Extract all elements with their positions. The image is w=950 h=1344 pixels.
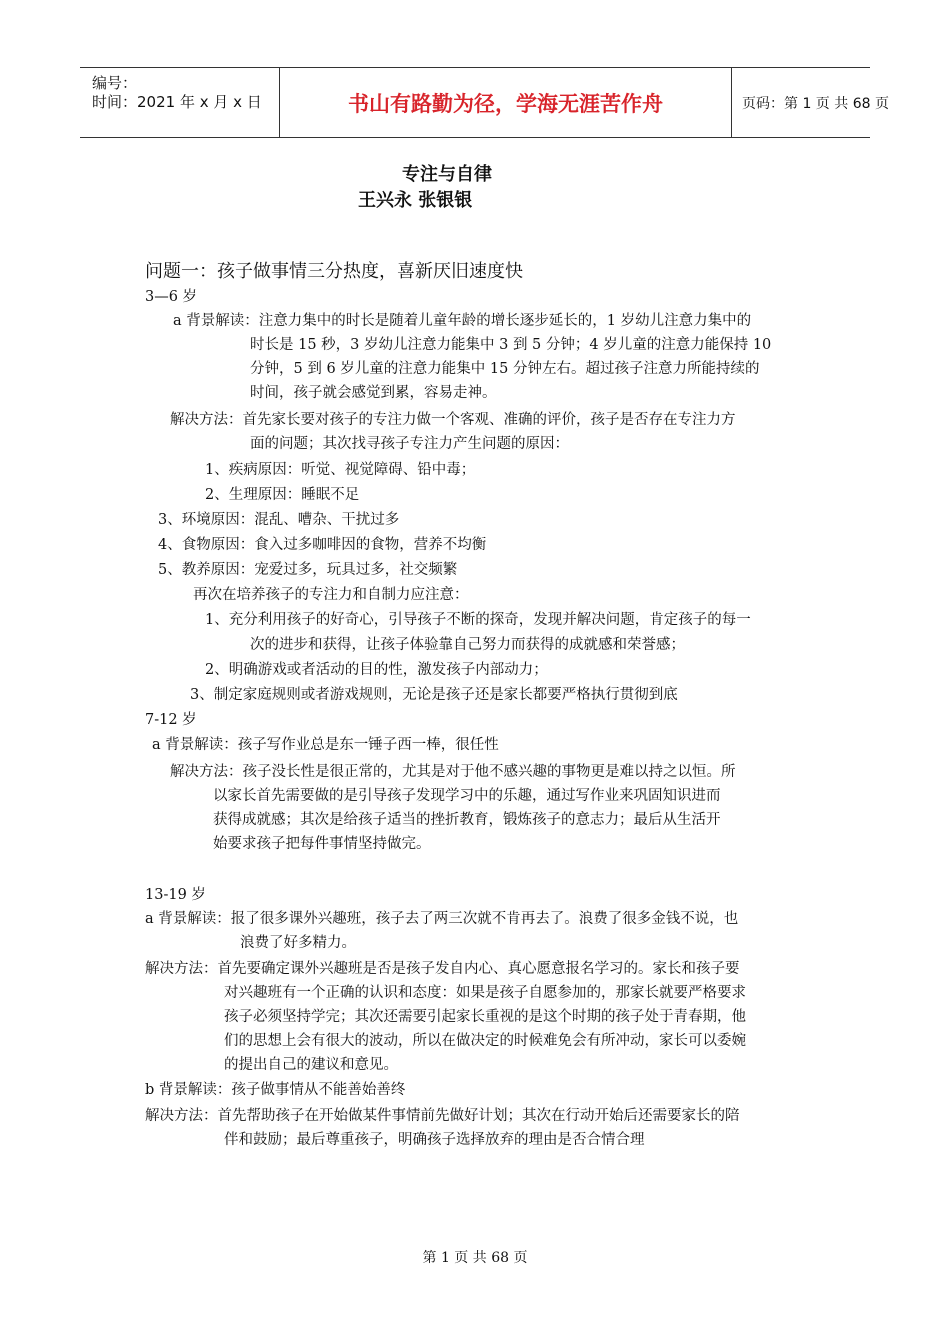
header-motto-cell [280, 68, 732, 137]
list-item: 3、制定家庭规则或者游戏规则，无论是孩子还是家长都要严格执行贯彻到底 [190, 687, 678, 703]
age-group-heading: 3—6 岁 [145, 289, 198, 305]
list-item: 3、环境原因：混乱、嘈杂、干扰过多 [158, 512, 400, 528]
paragraph-line: 时间，孩子就会感觉到累，容易走神。 [250, 385, 497, 401]
document-title: 专注与自律 [402, 164, 492, 185]
paragraph-line: 们的思想上会有很大的波动，所以在做决定的时候难免会有所冲动，家长可以委婉 [224, 1033, 746, 1049]
paragraph-line: 孩子必须坚持学完；其次还需要引起家长重视的是这个时期的孩子处于青春期，他 [224, 1009, 746, 1025]
paragraph-line: 伴和鼓励；最后尊重孩子，明确孩子选择放弃的理由是否合情合理 [224, 1132, 645, 1148]
paragraph-line: 以家长首先需要做的是引导孩子发现学习中的乐趣，通过写作业来巩固知识进而 [213, 788, 721, 804]
header-left-cell [80, 68, 280, 137]
paragraph-line: b 背景解读：孩子做事情从不能善始善终 [145, 1082, 406, 1098]
paragraph-line: 再次在培养孩子的专注力和自制力应注意： [193, 587, 469, 603]
list-item: 1、疾病原因：听觉、视觉障碍、铅中毒； [205, 462, 476, 478]
paragraph-line: a 背景解读：孩子写作业总是东一锤子西一棒，很任性 [152, 737, 499, 753]
page-footer: 第 1 页 共 68 页 [422, 1250, 528, 1266]
list-item: 5、教养原因：宠爱过多，玩具过多，社交频繁 [158, 562, 458, 578]
paragraph-line: a 背景解读：注意力集中的时长是随着儿童年龄的增长逐步延长的，1 岁幼儿注意力集中的 [173, 313, 752, 329]
paragraph-line: 获得成就感；其次是给孩子适当的挫折教育，锻炼孩子的意志力；最后从生活开 [213, 812, 721, 828]
paragraph-line: 对兴趣班有一个正确的认识和态度：如果是孩子自愿参加的，那家长就要严格要求 [224, 985, 746, 1001]
paragraph-line: 浪费了好多精力。 [240, 935, 356, 951]
paragraph-line: a 背景解读：报了很多课外兴趣班，孩子去了两三次就不肯再去了。浪费了很多金钱不说，也 [145, 911, 739, 927]
paragraph-line: 分钟，5 到 6 岁儿童的注意力能集中 15 分钟左右。超过孩子注意力所能持续的 [250, 361, 760, 377]
paragraph-line: 解决方法：首先帮助孩子在开始做某件事情前先做好计划；其次在行动开始后还需要家长的陪 [145, 1108, 740, 1124]
document-authors: 王兴永 张银银 [358, 190, 473, 211]
list-item: 2、明确游戏或者活动的目的性，激发孩子内部动力； [205, 662, 548, 678]
document-number-label: 编号： [92, 74, 138, 92]
header-table [80, 67, 889, 138]
header-motto: 书山有路勤为径，学海无涯苦作舟 [348, 91, 663, 116]
paragraph-line: 的提出自己的建议和意见。 [224, 1057, 398, 1073]
paragraph-line: 面的问题；其次找寻孩子专注力产生问题的原因： [250, 436, 569, 452]
list-item: 4、食物原因：食入过多咖啡因的食物，营养不均衡 [158, 537, 487, 553]
paragraph-line: 始要求孩子把每件事情坚持做完。 [213, 836, 431, 852]
document-date-label: 时间：2021 年 x 月 x 日 [92, 93, 262, 111]
paragraph-line: 解决方法：孩子没长性是很正常的，尤其是对于他不感兴趣的事物更是难以持之以恒。所 [170, 764, 736, 780]
age-group-heading: 7-12 岁 [145, 712, 197, 728]
paragraph-line: 解决方法：首先要确定课外兴趣班是否是孩子发自内心、真心愿意报名学习的。家长和孩子要 [145, 961, 740, 977]
header-page-cell [732, 68, 889, 137]
paragraph-line: 次的进步和获得，让孩子体验靠自己努力而获得的成就感和荣誉感； [250, 637, 685, 653]
age-group-heading: 13-19 岁 [145, 887, 206, 903]
question-heading: 问题一：孩子做事情三分热度，喜新厌旧速度快 [145, 261, 523, 282]
paragraph-line: 时长是 15 秒，3 岁幼儿注意力能集中 3 到 5 分钟；4 岁儿童的注意力能保持 10 [250, 337, 772, 353]
list-item: 2、生理原因：睡眠不足 [205, 487, 360, 503]
paragraph-line: 解决方法：首先家长要对孩子的专注力做一个客观、准确的评价，孩子是否存在专注力方 [170, 412, 736, 428]
list-item: 1、充分利用孩子的好奇心，引导孩子不断的探奇，发现并解决问题，肯定孩子的每一 [205, 612, 751, 628]
header-page-info: 页码：第 1 页 共 68 页 [742, 95, 889, 112]
